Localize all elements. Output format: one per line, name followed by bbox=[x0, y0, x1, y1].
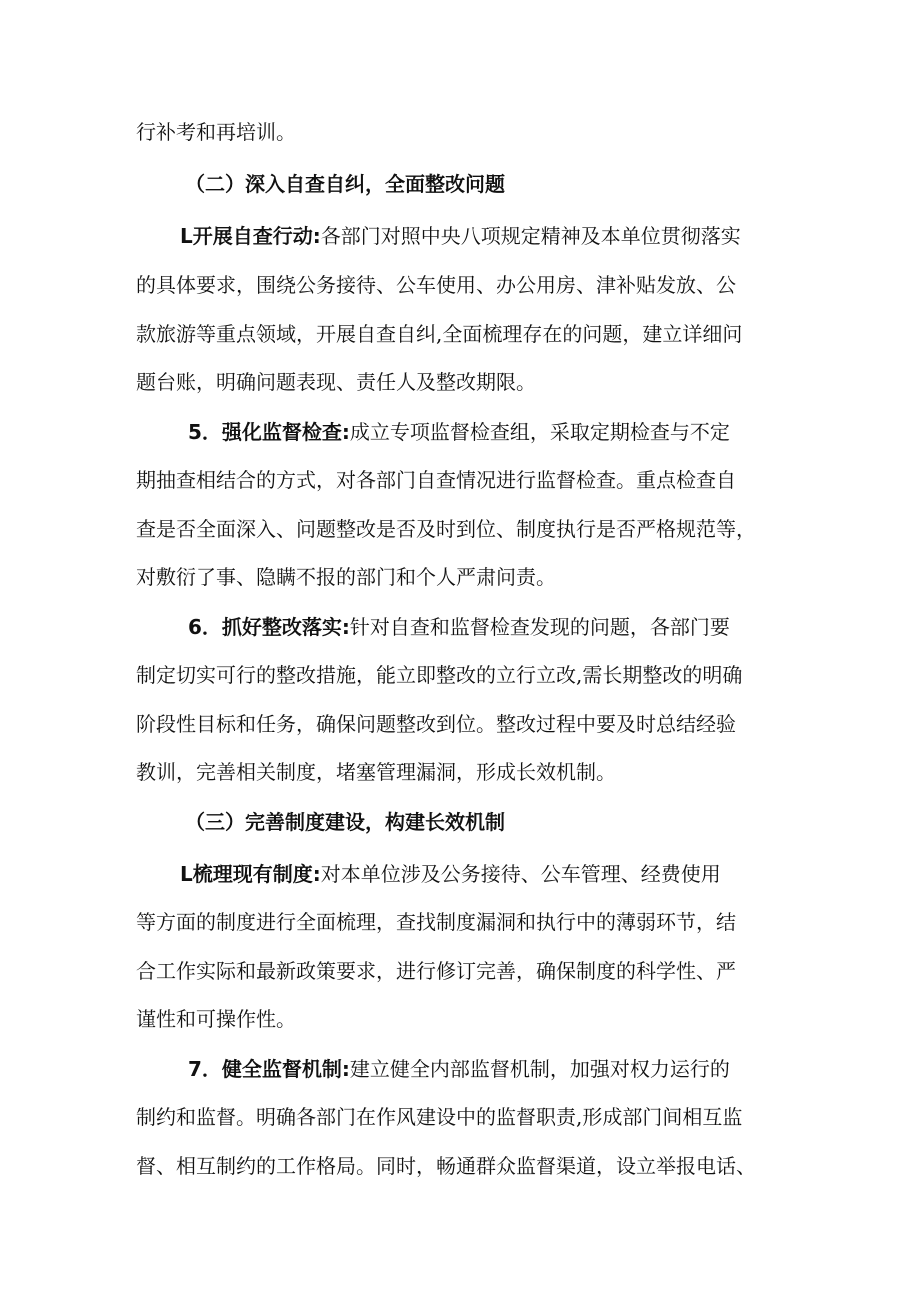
item-label: 5．强化监督检查: bbox=[188, 420, 350, 444]
text-span: 对本单位涉及公务接待、公车管理、经费使用 bbox=[320, 862, 721, 886]
text-line: 款旅游等重点领域，开展自查自纠,全面梳理存在的问题，建立详细问 bbox=[136, 322, 743, 346]
text-line: 督、相互制约的工作格局。同时，畅通群众监督渠道，设立举报电话、 bbox=[136, 1154, 756, 1178]
text-line: 谨性和可操作性。 bbox=[136, 1007, 296, 1031]
paragraph-first-line bbox=[188, 418, 730, 446]
paragraph-first-line bbox=[188, 1055, 730, 1083]
text-span: 成立专项监督检查组，采取定期检查与不定 bbox=[349, 420, 730, 444]
section-heading: （二）深入自查自纠，全面整改问题 bbox=[185, 172, 505, 196]
paragraph-first-line bbox=[188, 613, 730, 641]
text-line: 的具体要求，围绕公务接待、公车使用、办公用房、津补贴发放、公 bbox=[136, 273, 736, 297]
text-line: 阶段性目标和任务，确保问题整改到位。整改过程中要及时总结经验 bbox=[136, 712, 736, 736]
text-span: 针对自查和监督检查发现的问题，各部门要 bbox=[349, 615, 730, 639]
text-line: 制定切实可行的整改措施，能立即整改的立行立改,需长期整改的明确 bbox=[136, 663, 743, 687]
item-label: 7．健全监督机制: bbox=[188, 1057, 350, 1081]
text-span: 各部门对照中央八项规定精神及本单位贯彻落实 bbox=[320, 224, 741, 248]
paragraph-first-line bbox=[180, 860, 721, 888]
text-line: 行补考和再培训。 bbox=[136, 120, 296, 144]
text-line: 教训，完善相关制度，堵塞管理漏洞，形成长效机制。 bbox=[136, 760, 616, 784]
item-label: 6．抓好整改落实: bbox=[188, 615, 350, 639]
text-line: 制约和监督。明确各部门在作风建设中的监督职责,形成部门间相互监 bbox=[136, 1105, 743, 1129]
text-line: 对敷衍了事、隐瞒不报的部门和个人严肃问责。 bbox=[136, 565, 556, 589]
text-line: 查是否全面深入、问题整改是否及时到位、制度执行是否严格规范等， bbox=[136, 517, 756, 541]
section-heading: （三）完善制度建设，构建长效机制 bbox=[185, 810, 505, 834]
item-label: L开展自查行动: bbox=[180, 224, 321, 248]
text-span: 建立健全内部监督机制，加强对权力运行的 bbox=[349, 1057, 730, 1081]
text-line: 期抽查相结合的方式，对各部门自查情况进行监督检查。重点检查自 bbox=[136, 468, 736, 492]
text-line: 合工作实际和最新政策要求，进行修订完善，确保制度的科学性、严 bbox=[136, 959, 736, 983]
paragraph-first-line bbox=[180, 222, 741, 250]
text-line: 题台账，明确问题表现、责任人及整改期限。 bbox=[136, 370, 536, 394]
item-label: L梳理现有制度: bbox=[180, 862, 321, 886]
text-line: 等方面的制度进行全面梳理，查找制度漏洞和执行中的薄弱环节，结 bbox=[136, 910, 736, 934]
